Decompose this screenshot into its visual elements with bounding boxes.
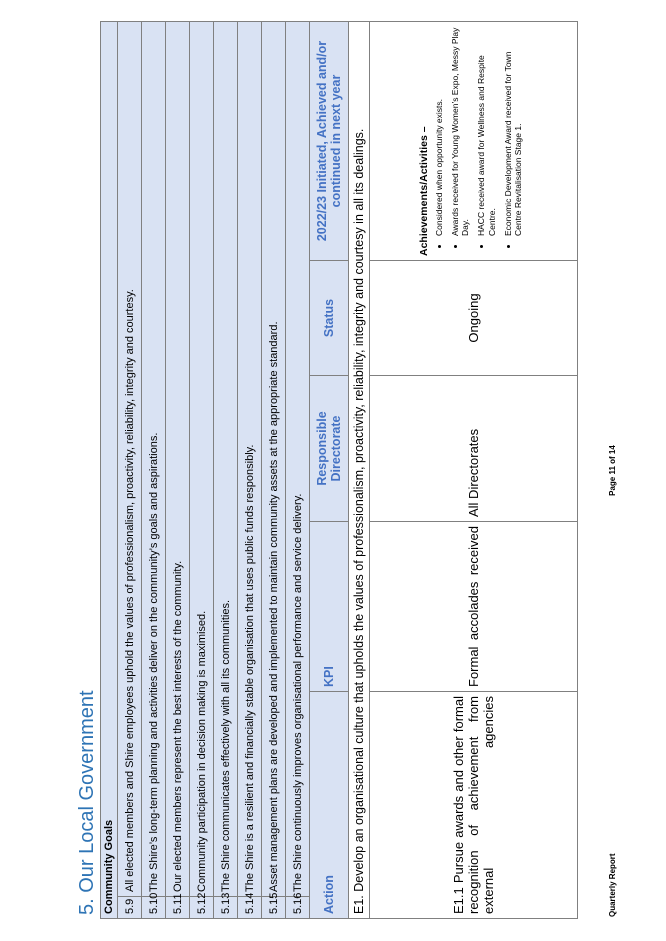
goal-text: The Shire is a resilient and financially stable organisation that uses public funds responsibly. <box>238 22 262 897</box>
goal-number: 5.9 <box>118 897 142 919</box>
status-cell: Ongoing <box>370 261 578 376</box>
goal-number: 5.11 <box>166 897 190 919</box>
goal-row <box>286 22 310 919</box>
kpi-cell: Formal accolades received <box>370 522 578 692</box>
objective-text: E1. Develop an organisational culture that upholds the values of professionalism, proactivity, reliability, integrity and courtesy in all its dealings. <box>349 22 370 919</box>
goal-number: 5.10 <box>142 897 166 919</box>
header-kpi: KPI <box>310 522 349 692</box>
goal-text: The Shire communicates effectively with all its communities. <box>214 22 238 897</box>
goal-row <box>262 22 286 919</box>
responsible-cell: All Directorates <box>370 376 578 522</box>
footer-left: Quarterly Report <box>608 853 617 917</box>
list-item: • HACC received award for Wellness and Respite Centre. <box>476 26 496 236</box>
header-initiated: 2022/23 Initiated, Achieved and/or continued in next year <box>310 22 349 261</box>
goal-text: The Shire’s long-term planning and activities deliver on the community’s goals and aspirations. <box>142 22 166 897</box>
goal-text: Asset management plans are developed and implemented to maintain community assets at the appropriate standard. <box>262 22 286 897</box>
goal-number: 5.13 <box>214 897 238 919</box>
goal-text: All elected members and Shire employees uphold the values of professionalism, proactivity, reliability, integrity and courtesy. <box>118 22 142 897</box>
goal-row <box>142 22 166 919</box>
goal-text: The Shire continuously improves organisational performance and service delivery. <box>286 22 310 897</box>
column-header-row <box>310 22 349 919</box>
objective-row <box>349 22 370 919</box>
table-row <box>370 22 578 919</box>
goal-number: 5.16 <box>286 897 310 919</box>
goal-row <box>238 22 262 919</box>
goal-text: Our elected members represent the best interests of the community. <box>166 22 190 897</box>
page-heading: 5. Our Local Government <box>76 690 98 915</box>
goal-row <box>166 22 190 919</box>
achievements-cell <box>370 22 578 261</box>
community-goals-title: Community Goals <box>101 22 118 919</box>
list-item: • Awards received for Young Women’s Expo, Messy Play Day. <box>450 26 470 236</box>
header-responsible: Responsible Directorate <box>310 376 349 522</box>
header-action: Action <box>310 692 349 919</box>
list-item: • Economic Development Award received for Town Centre Revitalisation Stage 1. <box>503 26 523 236</box>
goal-number: 5.12 <box>190 897 214 919</box>
header-status: Status <box>310 261 349 376</box>
goal-number: 5.15 <box>262 897 286 919</box>
goal-row <box>118 22 142 919</box>
goal-number: 5.14 <box>238 897 262 919</box>
list-item: • Considered when opportunity exists. <box>434 26 444 236</box>
goal-text: Community participation in decision making is maximised. <box>190 22 214 897</box>
community-goals-table <box>100 21 578 919</box>
achievements-list <box>434 26 523 256</box>
footer-page-number: Page 11 of 14 <box>608 445 617 496</box>
goal-row <box>190 22 214 919</box>
action-cell: E1.1 Pursue awards and other formal recognition of achievement from external agencies <box>370 692 578 919</box>
achievements-title: Achievements/Activities – <box>417 126 430 256</box>
goal-row <box>214 22 238 919</box>
